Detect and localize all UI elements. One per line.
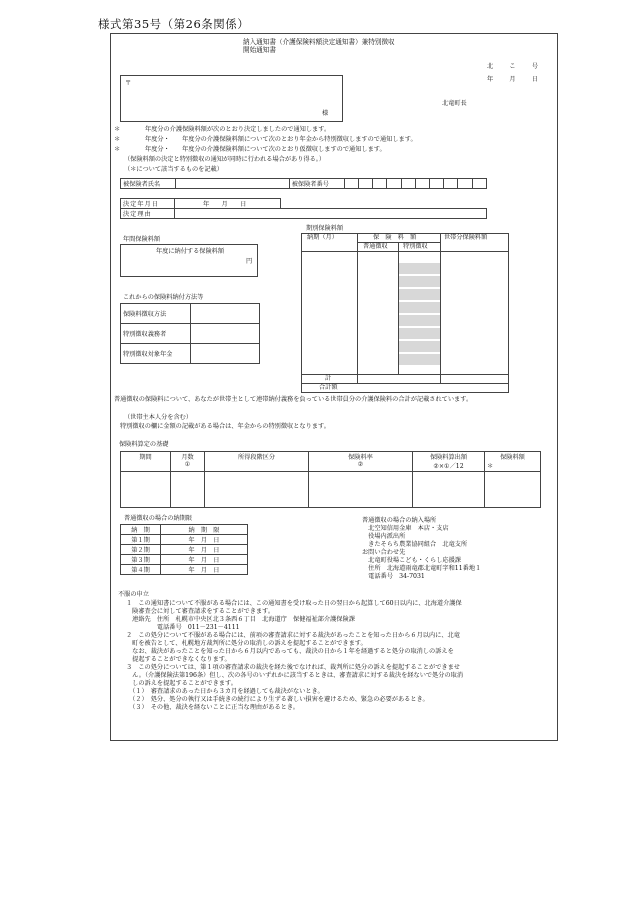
appeal-line: 提起することができなくなります。 bbox=[126, 656, 231, 663]
basis-header: 期間 bbox=[139, 454, 152, 461]
appeal-line: ３ この処分については、第１項の審査請求の裁決を経た後でなければ、裁判所に処分の訴えを提起することができませ bbox=[126, 664, 460, 671]
deadline-header: 納 期 限 bbox=[161, 525, 248, 535]
basis-title: 保険料算定の基礎 bbox=[119, 441, 169, 448]
payment-place-line: 役場内派出所 bbox=[362, 533, 406, 540]
explain-text: 普通徴収の保険料について、あなたが世帯主として連帯納付義務を負っている世帯員分の介護保険料の合計が記載されています。 bbox=[114, 396, 473, 403]
decision-date-label: 決定年月日 bbox=[121, 199, 175, 209]
basis-table: 期間 月数 ① 所得段階区分 保険料率 ② 保険料算出額 ②×①／12 保険料額 ＊ bbox=[120, 451, 541, 508]
appeal-line: １ この通知書について不服がある場合には、この通知書を受け取った日の翌日から起算して60日以内に、北海道介護保 bbox=[126, 600, 462, 607]
method-row-label: 特別徴収義務者 bbox=[121, 324, 191, 344]
payment-place-line: 電話番号 34-7031 bbox=[362, 573, 425, 580]
method-row-label: 保険料徴収方法 bbox=[121, 304, 191, 324]
basis-header: 保険料算出額 bbox=[429, 454, 468, 461]
notice-note: （保険料額の決定と特別徴収の通知が同時に行われる場合があり得る。） bbox=[124, 156, 326, 163]
explain-note: （世帯主本人分を含む） bbox=[124, 414, 193, 421]
basis-header: 保険料額 bbox=[500, 454, 525, 461]
appeal-line: 険審査会に対して審査請求をすることができます。 bbox=[126, 608, 275, 615]
method-table bbox=[120, 303, 260, 364]
method-row-label: 特別徴収対象年金 bbox=[121, 344, 191, 364]
deadline-date: 年 月 日 bbox=[161, 545, 248, 555]
payment-place-line: 住所 北海道雨竜郡北竜町字和11番地１ bbox=[362, 565, 482, 572]
decision-date-value: 年 月 日 bbox=[175, 199, 281, 209]
appeal-line: 電話番号 011－231－4111 bbox=[126, 624, 240, 631]
appeal-line: （１） 審査請求のあった日から３カ月を経過しても裁決がないとき。 bbox=[126, 688, 324, 695]
appeal-line: なお、裁決があったことを知った日から６月以内であっても、裁決の日から１年を経過すると処分の取消しの訴えを bbox=[126, 648, 454, 655]
deadline-date: 年 月 日 bbox=[161, 555, 248, 565]
deadline-title: 普通徴収の場合の納期限 bbox=[124, 515, 193, 522]
payment-place-line: 北竜町役場こども・くらし応援課 bbox=[362, 557, 461, 564]
notice-text: 年度分の介護保険料額が次のとおり決定しましたので通知します。 bbox=[145, 126, 331, 133]
payment-place-line: 普通徴収の場合の納入場所 bbox=[362, 517, 437, 524]
deadline-period: 第３期 bbox=[121, 555, 161, 565]
notice-mark: ＊ bbox=[114, 136, 121, 143]
ordinary-header: 普通徴収 bbox=[363, 243, 388, 250]
notice-text: 年度分・ 年度分の介護保険料額について次のとおり年金から特別徴収しますので通知します。 bbox=[145, 136, 417, 143]
annual-section-title: 年間保険料額 bbox=[123, 236, 161, 243]
doc-number: 北 こ 号 bbox=[487, 63, 543, 70]
insured-number-label: 被保険者番号 bbox=[289, 179, 344, 189]
annual-pay-label: 年度に納付する保険料額 bbox=[156, 248, 225, 255]
period-header: 納期（月） bbox=[307, 234, 338, 241]
deadline-period: 第４期 bbox=[121, 565, 161, 575]
insured-name-label: 被保険者氏名 bbox=[121, 179, 176, 189]
appeal-line: ん。（介護保険法第196条）但し、次の各号のいずれかに該当するときは、審査請求に対する裁決を経ないで処分の取消 bbox=[126, 672, 464, 679]
form-label: 様式第35号（第26条関係） bbox=[98, 17, 250, 31]
basis-header: 所得段階区分 bbox=[237, 454, 276, 461]
appeal-block bbox=[126, 600, 463, 712]
deadline-period: 第１期 bbox=[121, 535, 161, 545]
premium-header: 保 険 料 額 bbox=[373, 234, 417, 241]
payment-place-block bbox=[362, 517, 481, 581]
method-section-title: これからの保険料納付方法等 bbox=[123, 294, 204, 301]
appeal-line: 連絡先 住所 札幌市中央区北３条西６丁目 北海道庁 保健福祉部介護保険課 bbox=[126, 616, 355, 623]
deadline-header: 納 期 bbox=[121, 525, 161, 535]
subtotal-label: 計 bbox=[325, 375, 332, 382]
honorific: 様 bbox=[322, 110, 329, 117]
doc-date: 年 月 日 bbox=[487, 76, 543, 83]
appeal-title: 不服の申立 bbox=[118, 591, 149, 598]
deadline-period: 第２期 bbox=[121, 545, 161, 555]
decision-reason-label: 決定理由 bbox=[121, 209, 175, 219]
doc-title-line1: 納入通知書（介護保険料額決定通知書）兼特別徴収 bbox=[243, 38, 395, 46]
explain-text: 特別徴収の欄に金額の記載がある場合は、年金からの特別徴収となります。 bbox=[120, 423, 330, 430]
insured-name-field bbox=[175, 179, 289, 189]
address-box bbox=[120, 75, 343, 122]
notice-note: （＊について該当するものを記載） bbox=[124, 166, 223, 173]
notice-text: 年度分・ 年度分の介護保険料額について次のとおり仮徴収しますので通知します。 bbox=[145, 146, 386, 153]
special-table bbox=[301, 233, 509, 393]
special-header: 特別徴収 bbox=[403, 243, 428, 250]
deadline-table bbox=[120, 524, 248, 575]
appeal-line: ２ この処分について不服がある場合には、前項の審査請求に対する裁決があったことを知った日から６月以内に、北竜 bbox=[126, 632, 460, 639]
insured-table bbox=[120, 178, 487, 189]
appeal-line: しの訴えを提起することができます。 bbox=[126, 680, 237, 687]
issuer-name: 北竜町長 bbox=[442, 100, 467, 107]
special-section-title: 期別保険料額 bbox=[306, 225, 344, 232]
household-header: 世帯分保険料額 bbox=[444, 234, 488, 241]
appeal-line: （２） 処分、処分の執行又は手続きの続行により生ずる著しい損害を避けるため、緊急の必要があるとき。 bbox=[126, 696, 429, 703]
basis-header: 保険料率 bbox=[348, 454, 373, 461]
deadline-date: 年 月 日 bbox=[161, 565, 248, 575]
basis-header: 月数 bbox=[181, 454, 194, 461]
notice-mark: ＊ bbox=[114, 146, 121, 153]
appeal-line: 町を被告として、札幌地方裁判所に処分の取消しの訴えを提起することができます。 bbox=[126, 640, 367, 647]
deadline-date: 年 月 日 bbox=[161, 535, 248, 545]
postal-mark: 〒 bbox=[125, 80, 132, 87]
payment-place-line: きたそらち農業協同組合 北竜支所 bbox=[362, 541, 468, 548]
doc-title-line2: 開始通知書 bbox=[243, 46, 276, 54]
total-label: 合計額 bbox=[319, 384, 338, 391]
notice-mark: ＊ bbox=[114, 126, 121, 133]
appeal-line: （３） その他、裁決を経ないことに正当な理由があるとき。 bbox=[126, 704, 299, 711]
decision-table bbox=[120, 198, 487, 219]
payment-place-line: 北空知信用金庫 本店・支店 bbox=[362, 525, 449, 532]
payment-place-line: お問い合わせ先 bbox=[362, 549, 406, 556]
annual-unit: 円 bbox=[246, 258, 253, 265]
decision-reason-field bbox=[175, 209, 487, 219]
